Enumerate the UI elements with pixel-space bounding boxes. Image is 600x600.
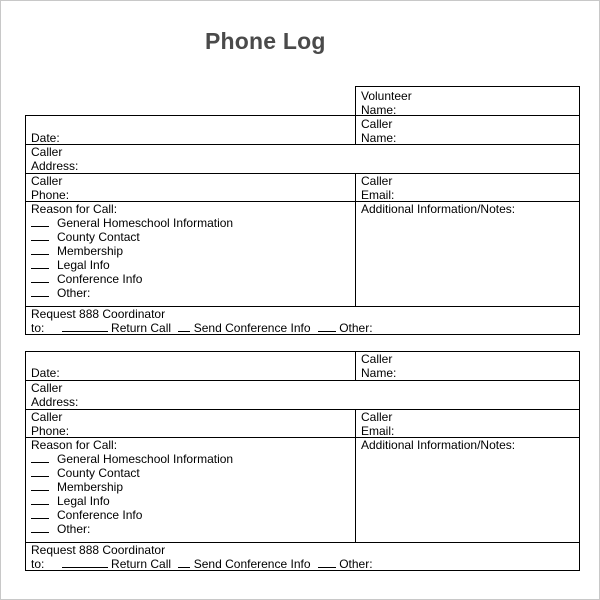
page-title: Phone Log xyxy=(205,28,326,54)
caller-address-label-line1: Caller xyxy=(31,145,63,159)
reason-option[interactable]: Other: xyxy=(31,522,355,536)
caller-name-label-line2: Name: xyxy=(361,366,397,380)
checkbox-blank[interactable] xyxy=(31,522,49,533)
caller-address-field[interactable] xyxy=(25,380,580,409)
checkbox-blank[interactable] xyxy=(31,216,49,227)
date-label: Date: xyxy=(31,131,60,145)
caller-phone-label-line1: Caller xyxy=(31,410,63,424)
return-call-blank[interactable] xyxy=(178,557,190,568)
volunteer-label-line1: Volunteer xyxy=(361,89,412,103)
date-field[interactable] xyxy=(25,351,355,380)
caller-name-label-line1: Caller xyxy=(361,117,393,131)
request-coordinator-row xyxy=(25,306,580,335)
request-label: Request 888 Coordinator xyxy=(31,543,166,557)
caller-name-field[interactable] xyxy=(355,115,580,144)
request-label: Request 888 Coordinator xyxy=(31,307,166,321)
send-conference-blank[interactable] xyxy=(318,321,336,332)
caller-address-label-line2: Address: xyxy=(31,395,79,409)
caller-name-field[interactable] xyxy=(355,351,580,380)
caller-email-field[interactable] xyxy=(355,409,580,437)
checkbox-blank[interactable] xyxy=(31,508,49,519)
caller-phone-label-line2: Phone: xyxy=(31,188,70,202)
reason-option[interactable]: Legal Info xyxy=(31,258,355,272)
caller-phone-field[interactable] xyxy=(25,409,355,437)
send-conference-label: Send Conference Info xyxy=(193,321,311,335)
caller-email-label-line2: Email: xyxy=(361,424,395,438)
caller-email-label-line1: Caller xyxy=(361,410,393,424)
reason-option[interactable]: County Contact xyxy=(31,466,355,480)
reason-option[interactable]: Conference Info xyxy=(31,272,355,286)
checkbox-blank[interactable] xyxy=(31,480,49,491)
date-label: Date: xyxy=(31,366,60,380)
reason-option[interactable]: Membership xyxy=(31,480,355,494)
checkbox-blank[interactable] xyxy=(31,230,49,241)
reason-option[interactable]: Other: xyxy=(31,286,355,300)
reason-for-call-section xyxy=(25,201,355,306)
caller-name-label-line1: Caller xyxy=(361,352,393,366)
reason-option[interactable]: General Homeschool Information xyxy=(31,452,355,466)
checkbox-blank[interactable] xyxy=(31,494,49,505)
send-conference-blank[interactable] xyxy=(318,557,336,568)
checkbox-blank[interactable] xyxy=(31,244,49,255)
volunteer-name-field[interactable] xyxy=(355,86,580,115)
caller-phone-field[interactable] xyxy=(25,173,355,201)
caller-address-field[interactable] xyxy=(25,144,580,173)
caller-phone-label-line1: Caller xyxy=(31,174,63,188)
to-blank[interactable] xyxy=(62,557,108,568)
caller-email-label-line1: Caller xyxy=(361,174,393,188)
to-label: to: xyxy=(31,557,45,571)
reason-option[interactable]: Legal Info xyxy=(31,494,355,508)
reason-option[interactable]: Conference Info xyxy=(31,508,355,522)
return-call-label: Return Call xyxy=(111,557,172,571)
notes-field[interactable] xyxy=(355,437,580,542)
reason-for-call-section xyxy=(25,437,355,542)
reason-option[interactable]: General Homeschool Information xyxy=(31,216,355,230)
request-coordinator-row xyxy=(25,542,580,571)
checkbox-blank[interactable] xyxy=(31,272,49,283)
return-call-blank[interactable] xyxy=(178,321,190,332)
caller-address-label-line2: Address: xyxy=(31,159,79,173)
to-label: to: xyxy=(31,321,45,335)
checkbox-blank[interactable] xyxy=(31,258,49,269)
volunteer-label-line2: Name: xyxy=(361,103,397,117)
reason-option[interactable]: County Contact xyxy=(31,230,355,244)
other-label: Other: xyxy=(339,321,373,335)
caller-phone-label-line2: Phone: xyxy=(31,424,70,438)
reason-label: Reason for Call: xyxy=(31,202,118,216)
checkbox-blank[interactable] xyxy=(31,286,49,297)
caller-email-field[interactable] xyxy=(355,173,580,201)
caller-email-label-line2: Email: xyxy=(361,188,395,202)
other-label: Other: xyxy=(339,557,373,571)
notes-field[interactable] xyxy=(355,201,580,306)
reason-label: Reason for Call: xyxy=(31,438,118,452)
checkbox-blank[interactable] xyxy=(31,452,49,463)
reason-option[interactable]: Membership xyxy=(31,244,355,258)
caller-name-label-line2: Name: xyxy=(361,131,397,145)
caller-address-label-line1: Caller xyxy=(31,381,63,395)
notes-label: Additional Information/Notes: xyxy=(361,438,516,452)
date-field[interactable] xyxy=(25,115,355,144)
to-blank[interactable] xyxy=(62,321,108,332)
send-conference-label: Send Conference Info xyxy=(193,557,311,571)
notes-label: Additional Information/Notes: xyxy=(361,202,516,216)
checkbox-blank[interactable] xyxy=(31,466,49,477)
return-call-label: Return Call xyxy=(111,321,172,335)
